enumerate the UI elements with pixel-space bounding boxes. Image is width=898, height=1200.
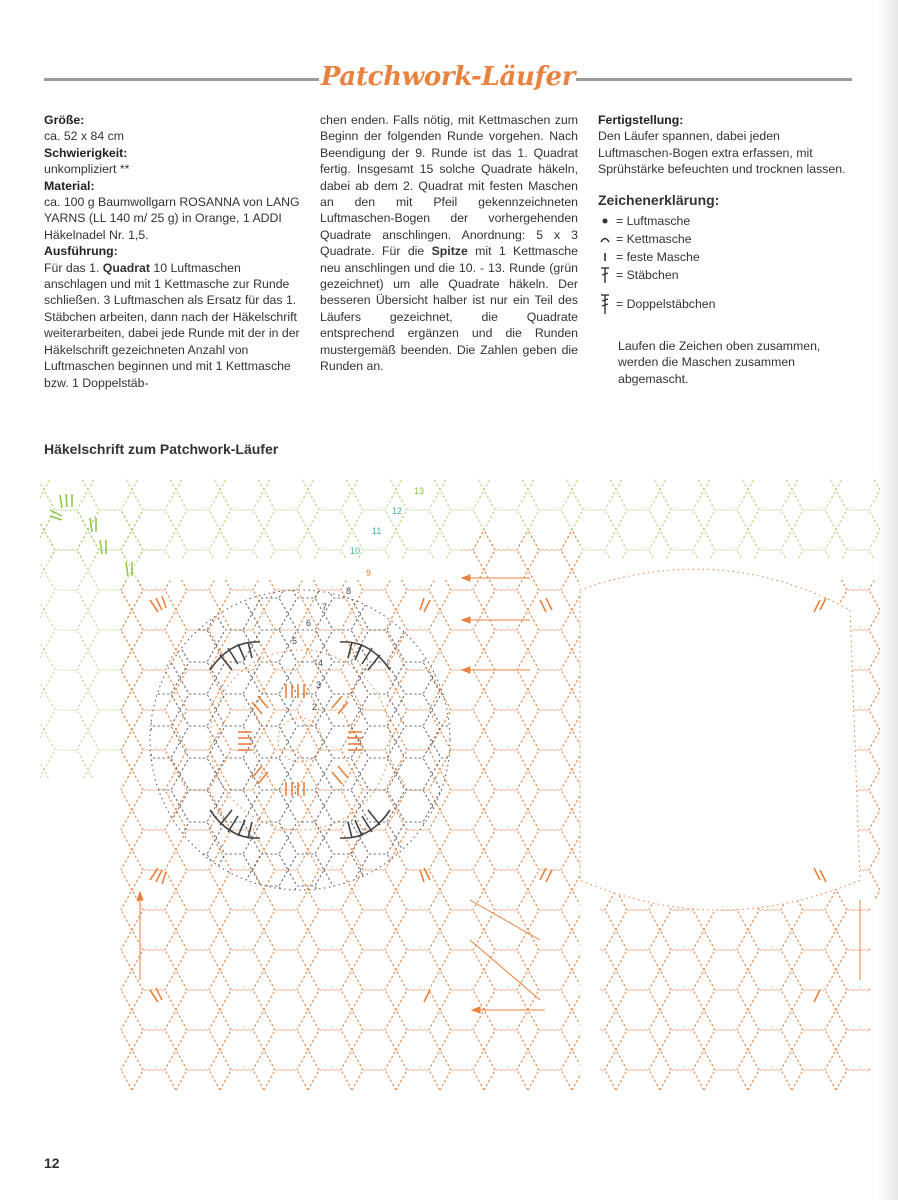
finishing-heading: Fertigstellung:: [598, 113, 684, 127]
round-number-8: 8: [346, 586, 352, 596]
column-left: [44, 112, 302, 391]
round-number-6: 6: [306, 618, 312, 628]
bold-spitze: Spitze: [431, 244, 468, 259]
square-1: [120, 486, 470, 1090]
page-number: 12: [44, 1155, 60, 1171]
title-rule-left: [44, 78, 319, 81]
square-2: [580, 569, 860, 910]
size-text: ca. 52 x 84 cm: [44, 129, 124, 144]
legend-title: Zeichenerklärung:: [598, 191, 720, 208]
round-number-13: 13: [414, 486, 425, 496]
size-heading: Größe:: [44, 113, 85, 127]
round-number-3: 3: [316, 680, 322, 690]
finishing-text: Den Läufer spannen, dabei jeden Luftmaschen-Bogen extra erfassen, mit Sprühstärke befeuchten und trocknen lassen.: [598, 129, 846, 177]
legend-item-luftmasche: = Luftmasche: [598, 212, 856, 230]
instructions-heading: Ausführung:: [44, 244, 118, 259]
crochet-chart: [0, 470, 898, 1120]
column-middle: [320, 112, 578, 375]
round-number-11: 11: [372, 526, 382, 536]
round-number-7: 7: [322, 602, 328, 612]
material-heading: Material:: [44, 178, 95, 193]
difficulty-heading: Schwierigkeit:: [44, 145, 128, 160]
round-number-5: 5: [292, 636, 298, 646]
column-right: [598, 112, 856, 387]
dot-icon: [598, 217, 612, 225]
tick-icon: [598, 252, 612, 262]
legend-item-doppelstaebchen: = Doppelstäbchen: [598, 284, 856, 324]
stitch-t-icon: [598, 266, 612, 284]
material-text: ca. 100 g Baumwollgarn ROSANNA von LANG YARNS (LL 140 m/ 25 g) in Orange, 1 ADDI Häkelnadel Nr. 1,5.: [44, 195, 300, 242]
round-number-10: 10: [350, 546, 361, 556]
instructions-text-part2: chen enden. Falls nötig, mit Kettmaschen zum Beginn der folgenden Runde vorgehen. Nach Beendigung der 9. Runde ist das 1. Quadrat fertig. Insgesamt 15 solche Quadrate häkeln, dabei ab dem 2. Quadrat mit festen Maschen an den mit Pfeil gekennzeichneten Luftmaschen-Bogen der vorhergehenden Quadrate anschlingen. Anordnung: 5 x 3 Quadrate. Für die Spitze mit 1 Kettmasche neu anschlingen und die 10. - 13. Runde (grün gezeichnet) um alle Quadrate häkeln. Der besseren Übersicht halber ist nur ein Teil des Läufers gezeichnet, die Quadrate entsprechend ergänzen und die Runden mustergemäß beenden. Die Zahlen geben die Runden an.: [320, 113, 578, 374]
round-number-4: 4: [318, 658, 324, 668]
arc-icon: [598, 235, 612, 243]
page-title: Patchwork-Läufer: [320, 62, 576, 92]
title-rule-right: [576, 78, 852, 81]
legend-note: Laufen die Zeichen oben zusammen, werden die Maschen zusammen abgemascht.: [618, 339, 821, 386]
round-number-9: 9: [366, 568, 372, 578]
bold-quadrat: Quadrat: [102, 260, 150, 275]
legend-item-kettmasche: = Kettmasche: [598, 230, 856, 248]
legend-item-staebchen: = Stäbchen: [598, 266, 856, 284]
round-number-12: 12: [392, 506, 403, 516]
legend-item-feste-masche: = feste Masche: [598, 248, 856, 266]
instructions-text-part1: Für das 1. Quadrat 10 Luftmaschen anschlagen und mit 1 Kettmasche zur Runde schließen. 3 Luftmaschen als Ersatz für das 1. Stäbchen arbeiten, dann nach der Häkelschrift weiterarbeiten, dabei jede Runde mit der in der Häkelschrift gezeichneten Anzahl von Luftmaschen beginnen und mit 1 Kettmasche bzw. 1 Doppelstäb-: [44, 260, 300, 390]
round-number-2: 2: [312, 702, 318, 712]
difficulty-text: unkompliziert **: [44, 162, 130, 177]
diagram-title: Häkelschrift zum Patchwork-Läufer: [44, 441, 279, 457]
double-t-icon: [598, 293, 612, 315]
